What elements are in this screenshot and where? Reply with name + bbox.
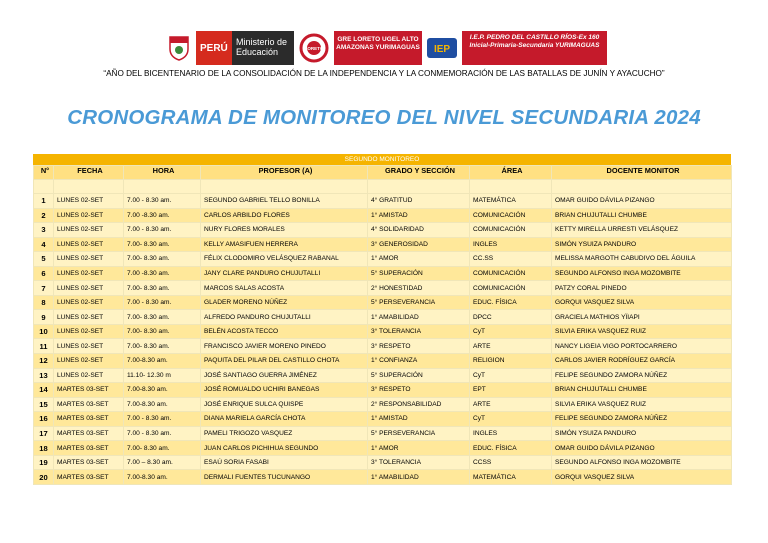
row-area: EPT xyxy=(470,383,552,398)
row-date: MARTES 03-SET xyxy=(54,397,124,412)
row-monitor: GORQUI VASQUEZ SILVA xyxy=(552,470,732,485)
table-row xyxy=(34,281,732,296)
row-monitor: NANCY LIGEIA VIGO PORTOCARRERO xyxy=(552,339,732,354)
row-monitor: SIMÓN YSUIZA PANDURO xyxy=(552,237,732,252)
row-number: 8 xyxy=(34,295,54,310)
minedu-label: Ministerio de Educación xyxy=(232,31,294,65)
row-date: LUNES 02-SET xyxy=(54,237,124,252)
row-grade: 2° HONESTIDAD xyxy=(368,281,470,296)
table-row xyxy=(34,194,732,209)
row-number: 19 xyxy=(34,455,54,470)
row-area: CyT xyxy=(470,324,552,339)
table-row xyxy=(34,252,732,267)
row-date: MARTES 03-SET xyxy=(54,455,124,470)
row-time: 7.00 - 8.30 am. xyxy=(124,194,201,209)
row-teacher: PAMELI TRIGOZO VASQUEZ xyxy=(201,426,368,441)
col-header-area: ÁREA xyxy=(470,166,552,180)
row-teacher: DERMALI FUENTES TUCUNANGO xyxy=(201,470,368,485)
col-header-time: HORA xyxy=(124,166,201,180)
row-time: 7.00- 8.30 am. xyxy=(124,441,201,456)
row-grade: 3° TOLERANCIA xyxy=(368,324,470,339)
table-row xyxy=(34,223,732,238)
row-area: INGLES xyxy=(470,426,552,441)
table-row xyxy=(34,455,732,470)
row-date: LUNES 02-SET xyxy=(54,295,124,310)
ugel-label: GRE LORETO UGEL ALTO AMAZONAS YURIMAGUAS xyxy=(334,31,422,65)
row-area: COMUNICACIÓN xyxy=(470,208,552,223)
page-title: CRONOGRAMA DE MONITOREO DEL NIVEL SECUNDARIA 2024 xyxy=(67,106,701,129)
row-monitor: GRACIELA MATHIOS YÏIAPI xyxy=(552,310,732,325)
row-grade: 5° SUPERACIÓN xyxy=(368,266,470,281)
row-date: LUNES 02-SET xyxy=(54,266,124,281)
row-number: 4 xyxy=(34,237,54,252)
year-motto: “AÑO DEL BICENTENARIO DE LA CONSOLIDACIÓN DE LA INDEPENDENCIA Y LA CONMEMORACIÓN DE LAS BATALLAS DE JUNÍN Y AYACUCHO” xyxy=(103,69,665,78)
table-row xyxy=(34,354,732,369)
row-teacher: FRANCISCO JAVIER MORENO PINEDO xyxy=(201,339,368,354)
peru-label: PERÚ xyxy=(196,31,232,65)
row-monitor: PATZY CORAL PINEDO xyxy=(552,281,732,296)
row-grade: 5° SUPERACIÓN xyxy=(368,368,470,383)
table-row xyxy=(34,237,732,252)
row-time: 7.00 – 8.30 am. xyxy=(124,455,201,470)
loreto-logo xyxy=(294,31,334,65)
row-monitor: MELISSA MARGOTH CABUDIVO DEL ÁGUILA xyxy=(552,252,732,267)
row-date: LUNES 02-SET xyxy=(54,368,124,383)
row-date: LUNES 02-SET xyxy=(54,252,124,267)
iep-logo xyxy=(422,31,462,65)
row-number: 16 xyxy=(34,412,54,427)
row-date: MARTES 03-SET xyxy=(54,441,124,456)
row-time: 7.00 - 8.30 am. xyxy=(124,426,201,441)
row-area: CyT xyxy=(470,412,552,427)
row-teacher: SEGUNDO GABRIEL TELLO BONILLA xyxy=(201,194,368,209)
row-number: 17 xyxy=(34,426,54,441)
section-band: SEGUNDO MONITOREO xyxy=(33,154,731,165)
row-grade: 1° AMOR xyxy=(368,441,470,456)
row-number: 9 xyxy=(34,310,54,325)
row-grade: 1° AMABILIDAD xyxy=(368,470,470,485)
row-area: RELIGION xyxy=(470,354,552,369)
iep-emblem-icon xyxy=(424,33,460,63)
row-grade: 1° AMISTAD xyxy=(368,412,470,427)
row-grade: 3° RESPETO xyxy=(368,383,470,398)
row-area: CCSS xyxy=(470,455,552,470)
row-area: INGLES xyxy=(470,237,552,252)
row-number: 15 xyxy=(34,397,54,412)
row-area: COMUNICACIÓN xyxy=(470,266,552,281)
row-grade: 1° AMOR xyxy=(368,252,470,267)
row-number: 5 xyxy=(34,252,54,267)
row-time: 7.00 - 8.30 am. xyxy=(124,295,201,310)
header-spacer-row xyxy=(34,180,732,194)
row-monitor: BRIAN CHUJUTALLI CHUMBE xyxy=(552,208,732,223)
row-monitor: FELIPE SEGUNDO ZAMORA NÚÑEZ xyxy=(552,368,732,383)
table-row xyxy=(34,441,732,456)
row-grade: 5° PERSEVERANCIA xyxy=(368,295,470,310)
row-teacher: CARLOS ARBILDO FLORES xyxy=(201,208,368,223)
row-teacher: NURY FLORES MORALES xyxy=(201,223,368,238)
row-date: LUNES 02-SET xyxy=(54,324,124,339)
row-time: 7.00 -8.30 am. xyxy=(124,208,201,223)
table-header-row xyxy=(34,166,732,180)
row-number: 14 xyxy=(34,383,54,398)
table-row xyxy=(34,266,732,281)
row-teacher: BELÉN ACOSTA TECCO xyxy=(201,324,368,339)
table-row xyxy=(34,368,732,383)
row-monitor: CARLOS JAVIER RODRÍGUEZ GARCÍA xyxy=(552,354,732,369)
row-date: MARTES 03-SET xyxy=(54,426,124,441)
peru-shield-icon xyxy=(162,31,196,65)
row-grade: 2° RESPONSABILIDAD xyxy=(368,397,470,412)
row-teacher: ALFREDO PANDURO CHUJUTALLI xyxy=(201,310,368,325)
row-area: ARTE xyxy=(470,339,552,354)
row-time: 7.00 - 8.30 am. xyxy=(124,223,201,238)
row-monitor: KETTY MIRELLA URRESTI VELÁSQUEZ xyxy=(552,223,732,238)
row-grade: 5° PERSEVERANCIA xyxy=(368,426,470,441)
row-area: DPCC xyxy=(470,310,552,325)
row-time: 11.10- 12.30 m xyxy=(124,368,201,383)
row-area: COMUNICACIÓN xyxy=(470,281,552,296)
row-monitor: SEGUNDO ALFONSO INGA MOZOMBITE xyxy=(552,455,732,470)
row-number: 12 xyxy=(34,354,54,369)
table-row xyxy=(34,208,732,223)
row-time: 7.00- 8.30 am. xyxy=(124,339,201,354)
row-time: 7.00- 8.30 am. xyxy=(124,237,201,252)
table-row xyxy=(34,412,732,427)
peru-logo xyxy=(162,31,232,65)
row-date: LUNES 02-SET xyxy=(54,339,124,354)
row-grade: 3° RESPETO xyxy=(368,339,470,354)
row-monitor: SEGUNDO ALFONSO INGA MOZOMBITE xyxy=(552,266,732,281)
row-date: LUNES 02-SET xyxy=(54,194,124,209)
row-number: 13 xyxy=(34,368,54,383)
row-time: 7.00- 8.30 am. xyxy=(124,310,201,325)
row-date: MARTES 03-SET xyxy=(54,412,124,427)
row-monitor: SILVIA ERIKA VASQUEZ RUIZ xyxy=(552,324,732,339)
schedule-rows xyxy=(34,194,732,485)
table-row xyxy=(34,324,732,339)
row-time: 7.00 - 8.30 am. xyxy=(124,412,201,427)
row-grade: 1° CONFIANZA xyxy=(368,354,470,369)
row-teacher: FÉLIX CLODOMIRO VELÁSQUEZ RABANAL xyxy=(201,252,368,267)
table-row xyxy=(34,339,732,354)
row-area: CC.SS xyxy=(470,252,552,267)
row-number: 20 xyxy=(34,470,54,485)
schedule-table xyxy=(33,165,732,485)
row-area: EDUC. FÍSICA xyxy=(470,441,552,456)
row-date: MARTES 03-SET xyxy=(54,470,124,485)
row-number: 3 xyxy=(34,223,54,238)
row-area: EDUC. FÍSICA xyxy=(470,295,552,310)
row-number: 7 xyxy=(34,281,54,296)
row-grade: 1° AMISTAD xyxy=(368,208,470,223)
row-teacher: KELLY AMASIFUEN HERRERA xyxy=(201,237,368,252)
loreto-emblem-icon xyxy=(297,33,331,63)
row-teacher: JOSÉ SANTIAGO GUERRA JIMÉNEZ xyxy=(201,368,368,383)
row-teacher: GLADER MORENO NÚÑEZ xyxy=(201,295,368,310)
row-date: LUNES 02-SET xyxy=(54,208,124,223)
table-row xyxy=(34,383,732,398)
col-header-monitor: DOCENTE MONITOR xyxy=(552,166,732,180)
row-date: LUNES 02-SET xyxy=(54,310,124,325)
col-header-date: FECHA xyxy=(54,166,124,180)
row-teacher: JUAN CARLOS PICHIHUA SEGUNDO xyxy=(201,441,368,456)
row-monitor: BRIAN CHUJUTALLI CHUMBE xyxy=(552,383,732,398)
row-area: MATEMÁTICA xyxy=(470,470,552,485)
row-teacher: JOSÉ ENRIQUE SULCA QUISPE xyxy=(201,397,368,412)
col-header-grade: GRADO Y SECCIÓN xyxy=(368,166,470,180)
loreto-emblem-text: LORETO xyxy=(304,46,324,51)
row-area: COMUNICACIÓN xyxy=(470,223,552,238)
table-row xyxy=(34,470,732,485)
row-teacher: DIANA MARIELA GARCÍA CHOTA xyxy=(201,412,368,427)
row-time: 7.00- 8.30 am. xyxy=(124,324,201,339)
row-grade: 1° AMABILIDAD xyxy=(368,310,470,325)
row-grade: 3° GENEROSIDAD xyxy=(368,237,470,252)
row-date: LUNES 02-SET xyxy=(54,281,124,296)
row-time: 7.00-8.30 am. xyxy=(124,397,201,412)
row-monitor: OMAR GUIDO DÁVILA PIZANGO xyxy=(552,441,732,456)
row-area: CyT xyxy=(470,368,552,383)
row-area: MATEMÁTICA xyxy=(470,194,552,209)
row-monitor: GORQUI VASQUEZ SILVA xyxy=(552,295,732,310)
col-header-num: N° xyxy=(34,166,54,180)
row-number: 1 xyxy=(34,194,54,209)
col-header-teacher: PROFESOR (A) xyxy=(201,166,368,180)
table-row xyxy=(34,295,732,310)
row-number: 2 xyxy=(34,208,54,223)
schedule-sheet xyxy=(33,154,731,485)
table-row xyxy=(34,397,732,412)
row-monitor: OMAR GUIDO DÁVILA PIZANGO xyxy=(552,194,732,209)
row-time: 7.00 -8.30 am. xyxy=(124,266,201,281)
row-number: 6 xyxy=(34,266,54,281)
row-time: 7.00-8.30 am. xyxy=(124,470,201,485)
row-grade: 3° TOLERANCIA xyxy=(368,455,470,470)
row-number: 18 xyxy=(34,441,54,456)
row-grade: 4° SOLIDARIDAD xyxy=(368,223,470,238)
header-logos xyxy=(162,31,607,65)
row-number: 11 xyxy=(34,339,54,354)
row-monitor: SILVIA ERIKA VASQUEZ RUIZ xyxy=(552,397,732,412)
row-area: ARTE xyxy=(470,397,552,412)
row-teacher: PAQUITA DEL PILAR DEL CASTILLO CHOTA xyxy=(201,354,368,369)
row-monitor: FELIPE SEGUNDO ZAMORA NÚÑEZ xyxy=(552,412,732,427)
table-row xyxy=(34,426,732,441)
row-grade: 4° GRATITUD xyxy=(368,194,470,209)
row-time: 7.00-8.30 am. xyxy=(124,383,201,398)
row-date: LUNES 02-SET xyxy=(54,223,124,238)
row-teacher: MARCOS SALAS ACOSTA xyxy=(201,281,368,296)
row-teacher: JOSÉ ROMUALDO UCHIRI BANEGAS xyxy=(201,383,368,398)
row-teacher: ESAÚ SORIA FASABI xyxy=(201,455,368,470)
row-number: 10 xyxy=(34,324,54,339)
row-teacher: JANY CLARE PANDURO CHUJUTALLI xyxy=(201,266,368,281)
iep-label: I.E.P. PEDRO DEL CASTILLO RÍOS-Ex 160 Inicial-Primaria-Secundaria YURIMAGUAS xyxy=(462,31,607,65)
table-row xyxy=(34,310,732,325)
iep-emblem-text: IEP xyxy=(433,44,451,55)
row-monitor: SIMÓN YSUIZA PANDURO xyxy=(552,426,732,441)
row-time: 7.00- 8.30 am. xyxy=(124,252,201,267)
row-date: LUNES 02-SET xyxy=(54,354,124,369)
row-time: 7.00- 8.30 am. xyxy=(124,281,201,296)
row-date: MARTES 03-SET xyxy=(54,383,124,398)
row-time: 7.00-8.30 am. xyxy=(124,354,201,369)
